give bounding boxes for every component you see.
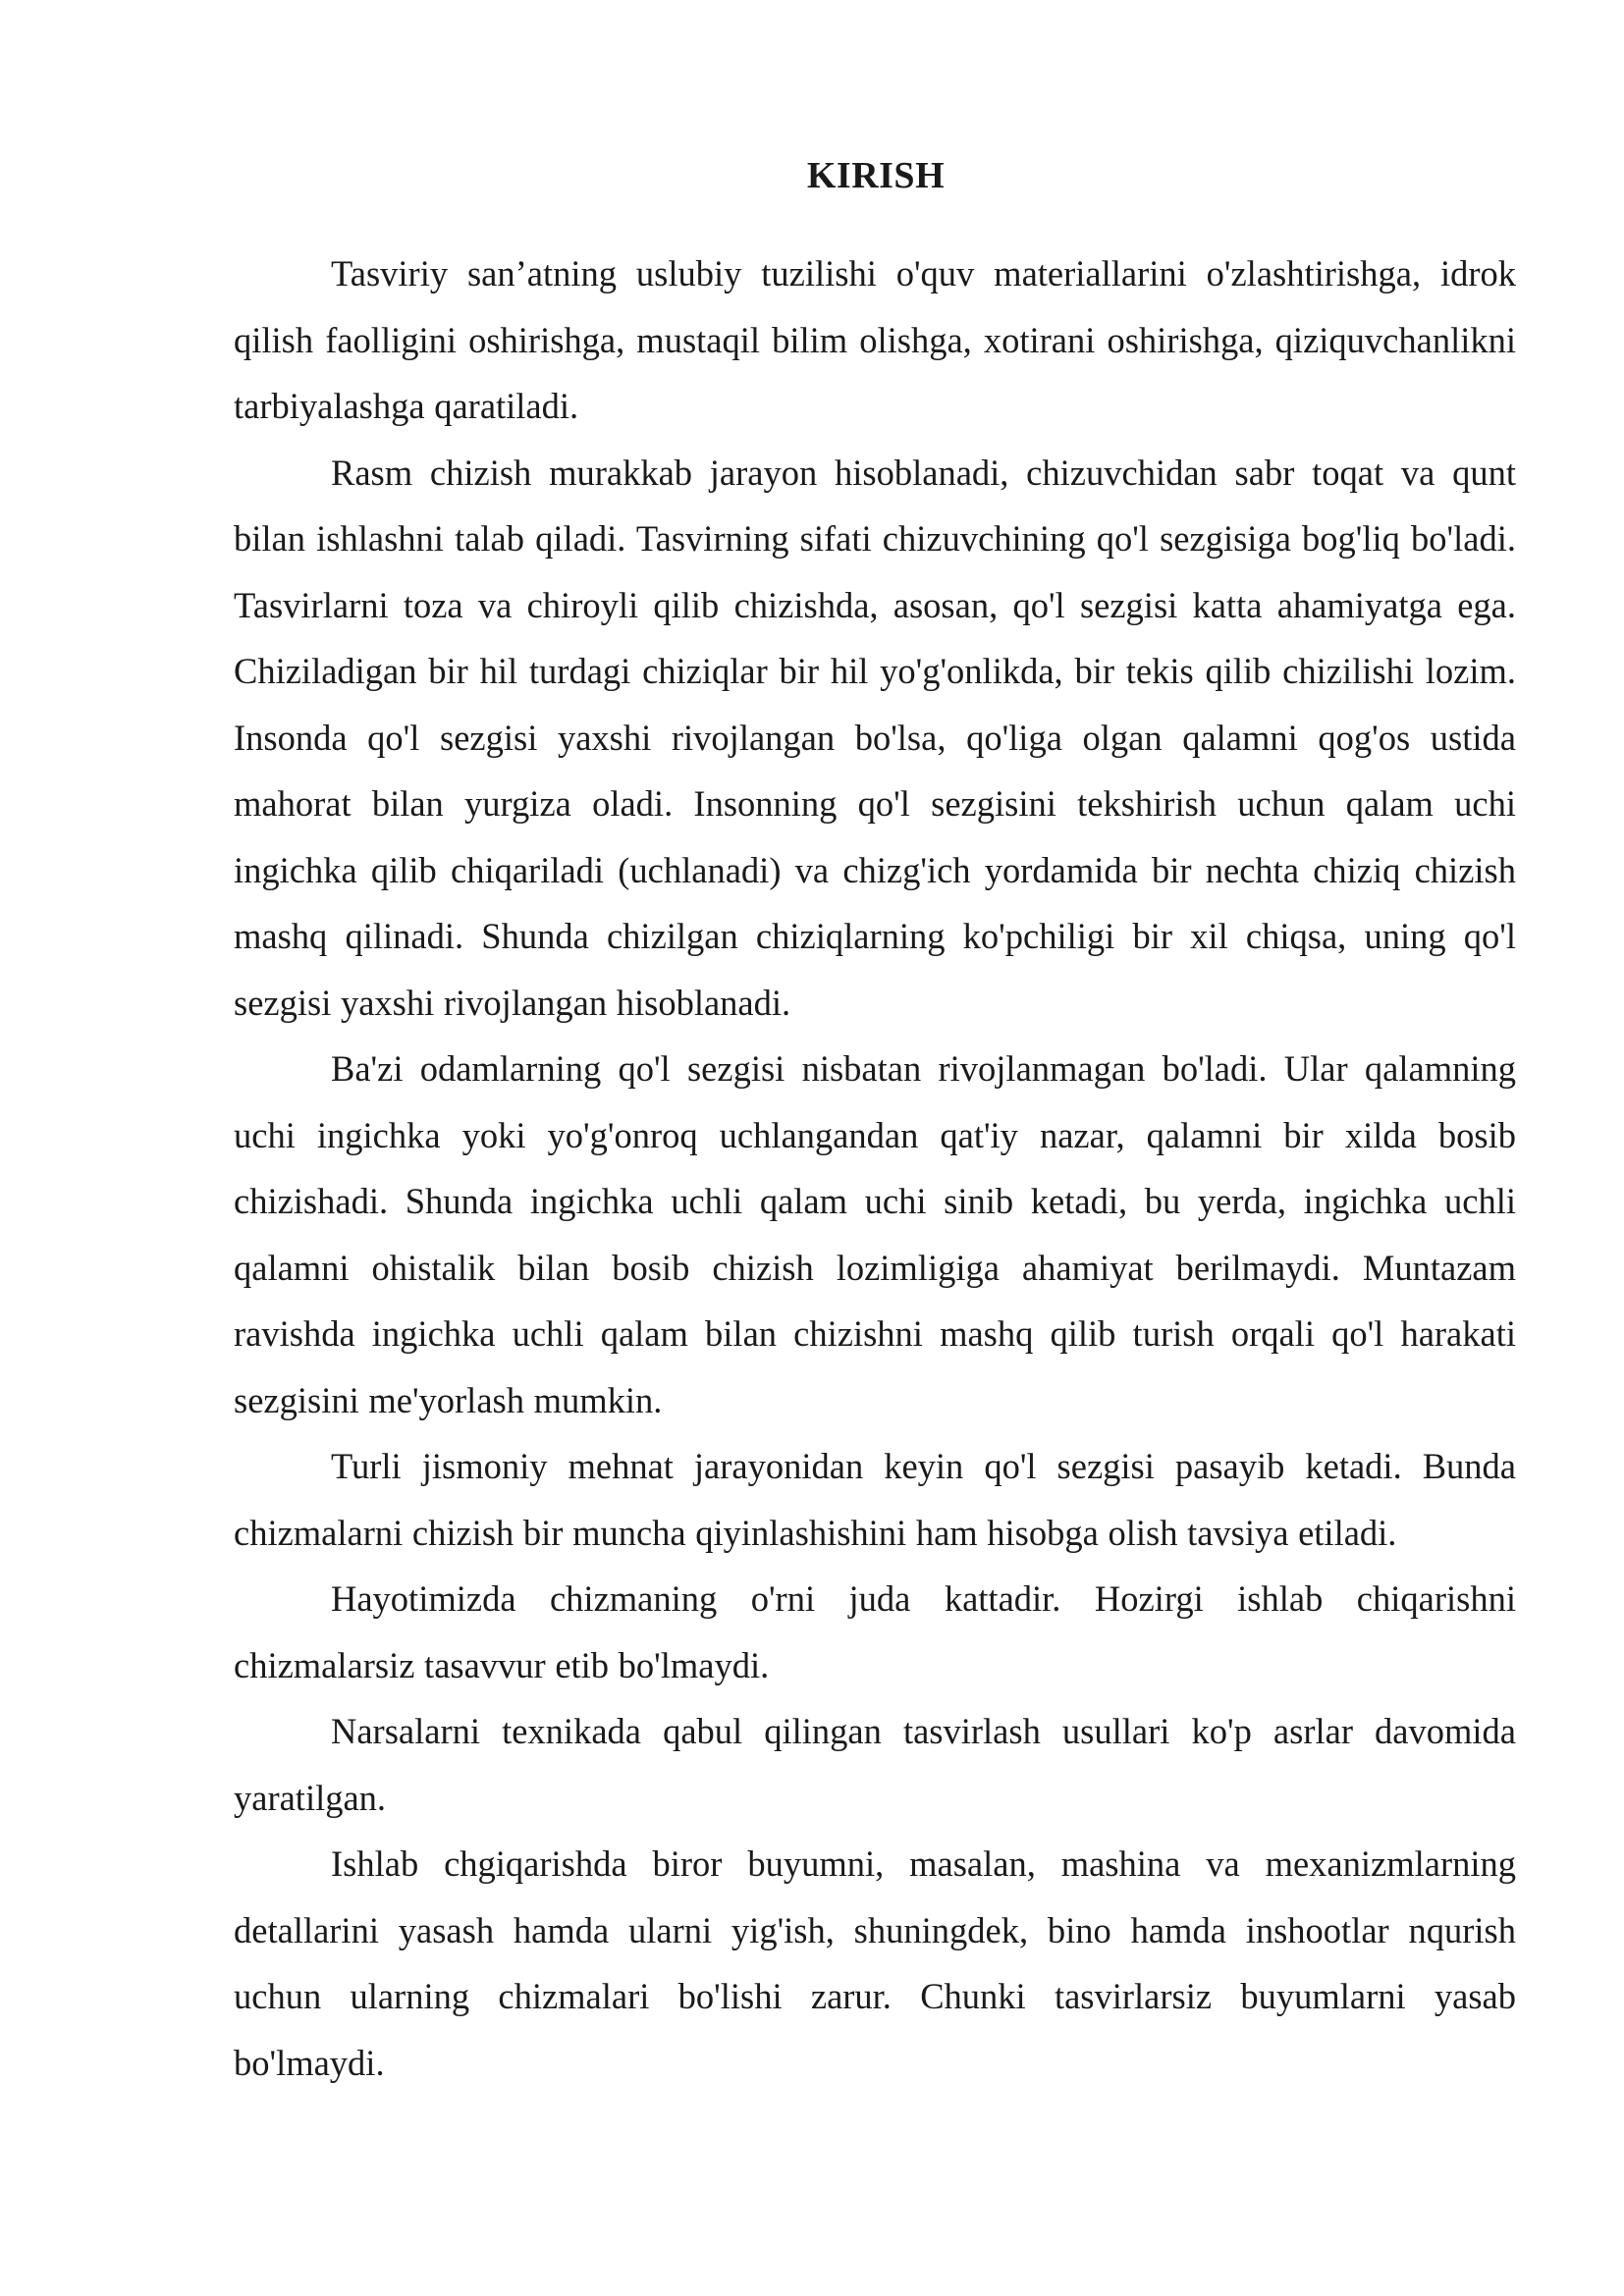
- paragraph-2: Rasm chizish murakkab jarayon hisoblanadi, chizuvchidan sabr toqat va qunt bilan ishlashni talab qiladi. Tasvirning sifati chizuvchining qo'l sezgisiga bog'liq bo'ladi. Tasvirlarni toza va chiroyli qilib chizishda, asosan, qo'l sezgisi katta ahamiyatga ega. Chiziladigan bir hil turdagi chiziqlar bir hil yo'g'onlikda, bir tekis qilib chizilishi lozim. Insonda qo'l sezgisi yaxshi rivojlangan bo'lsa, qo'liga olgan qalamni qog'os ustida mahorat bilan yurgiza oladi. Insonning qo'l sezgisini tekshirish uchun qalam uchi ingichka qilib chiqariladi (uchlanadi) va chizg'ich yordamida bir nechta chiziq chizish mashq qilinadi. Shunda chizilgan chiziqlarning ko'pchiligi bir xil chiqsa, uning qo'l sezgisi yaxshi rivojlangan hisoblanadi.: [234, 452, 1516, 1023]
- paragraph-7: Ishlab chgiqarishda biror buyumni, masalan, mashina va mexanizmlarning detallarini yasash hamda ularni yig'ish, shuningdek, bino hamda inshootlar nqurish uchun ularning chizmalari bo'lishi zarur. Chunki tasvirlarsiz buyumlarni yasab bo'lmaydi.: [234, 1843, 1516, 2083]
- paragraph-3: Ba'zi odamlarning qo'l sezgisi nisbatan rivojlanmagan bo'ladi. Ular qalamning uchi ingichka yoki yo'g'onroq uchlangandan qat'iy nazar, qalamni bir xilda bosib chizishadi. Shunda ingichka uchli qalam uchi sinib ketadi, bu yerda, ingichka uchli qalamni ohistalik bilan bosib chizish lozimligiga ahamiyat berilmaydi. Muntazam ravishda ingichka uchli qalam bilan chizishni mashq qilib turish orqali qo'l harakati sezgisini me'yorlash mumkin.: [234, 1048, 1516, 1420]
- document-body: [234, 240, 1516, 2096]
- paragraph-6: Narsalarni texnikada qabul qilingan tasvirlash usullari ko'p asrlar davomida yaratilgan.: [234, 1711, 1516, 1818]
- paragraph-5: Hayotimizda chizmaning o'rni juda kattadir. Hozirgi ishlab chiqarishni chizmalarsiz tasavvur etib bo'lmaydi.: [234, 1578, 1516, 1685]
- paragraph-4: Turli jismoniy mehnat jarayonidan keyin qo'l sezgisi pasayib ketadi. Bunda chizmalarni chizish bir muncha qiyinlashishini ham hisobga olish tavsiya etiladi.: [234, 1446, 1516, 1553]
- paragraph-1: Tasviriy san’atning uslubiy tuzilishi o'quv materiallarini o'zlashtirishga, idrok qilish faolligini oshirishga, mustaqil bilim olishga, xotirani oshirishga, qiziquvchanlikni tarbiyalashga qaratiladi.: [234, 253, 1516, 426]
- page-title: KIRISH: [806, 155, 946, 196]
